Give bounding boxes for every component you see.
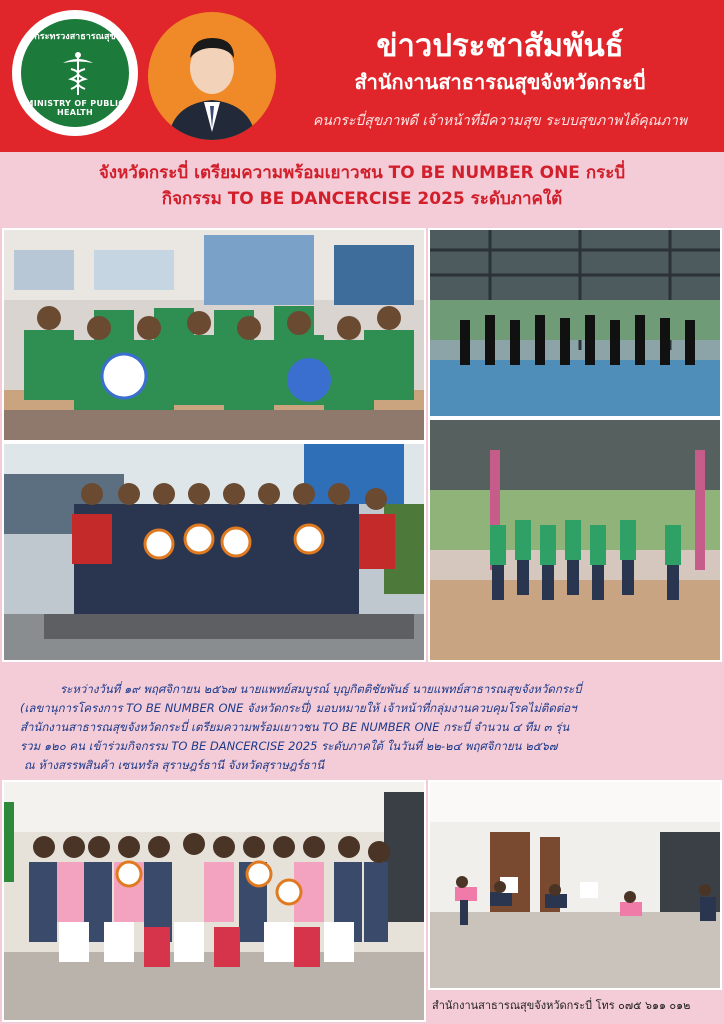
photo-children-practice-hall xyxy=(428,780,722,990)
news-body xyxy=(20,680,710,775)
page-title: ข่าวประชาสัมพันธ์ xyxy=(376,28,624,64)
office-name: สำนักงานสาธารณสุขจังหวัดกระบี่ xyxy=(354,70,646,94)
body-line-2: (เลขานุการโครงการ TO BE NUMBER ONE จังหวัดกระบี่) มอบหมายให้ เจ้าหน้าที่กลุ่มงานควบคุมโรคไม่ติดต่อฯ xyxy=(20,701,577,715)
official-portrait xyxy=(148,12,276,140)
caduceus-icon xyxy=(61,51,95,97)
body-line-1: ระหว่างวันที่ ๑๙ พฤศจิกายน ๒๕๖๗ นายแพทย์สมบูรณ์ บุญกิตติชัยพันธ์ นายแพทย์สาธารณสุขจังหวัดกระบี่ xyxy=(60,682,582,696)
slogan: คนกระบี่สุขภาพดี เจ้าหน้าที่มีความสุข ระบบสุขภาพได้คุณภาพ xyxy=(312,113,688,129)
photo-students-green-group xyxy=(2,228,426,442)
body-line-4: รวม ๑๒๐ คน เข้าร่วมกิจกรรม TO BE DANCERCISE 2025 ระดับภาคใต้ ในวันที่ ๒๒-๒๔ พฤศจิกายน ๒๕๖๗ xyxy=(20,739,558,753)
headline-line-2: กิจกรรม TO BE DANCERCISE 2025 ระดับภาคใต้ xyxy=(161,189,563,209)
logo-bottom-text: MINISTRY OF PUBLIC HEALTH xyxy=(25,99,125,117)
photo-children-indoor-group xyxy=(2,780,426,1022)
contact-footer: สำนักงานสาธารณสุขจังหวัดกระบี่ โทร ๐๗๕ ๖๑๑ ๐๑๒ xyxy=(432,999,691,1012)
photo-students-navy-group xyxy=(2,442,426,662)
ministry-logo xyxy=(12,10,138,136)
news-headline xyxy=(0,160,724,212)
body-line-3: สำนักงานสาธารณสุขจังหวัดกระบี่ เตรียมความพร้อมเยาวชน TO BE NUMBER ONE กระบี่ จำนวน ๔ ทีม ๓ รุ่น xyxy=(20,720,570,734)
photo-dancers-green-hall xyxy=(428,418,722,662)
body-line-5: ณ ห้างสรรพสินค้า เซนทรัล สุราษฎร์ธานี จังหวัดสุราษฎร์ธานี xyxy=(24,758,325,772)
logo-top-text: กระทรวงสาธารณสุข xyxy=(34,32,116,42)
header-banner xyxy=(0,0,724,152)
headline-line-1: จังหวัดกระบี่ เตรียมความพร้อมเยาวชน TO BE NUMBER ONE กระบี่ xyxy=(98,163,626,183)
photo-dancers-court xyxy=(428,228,722,418)
